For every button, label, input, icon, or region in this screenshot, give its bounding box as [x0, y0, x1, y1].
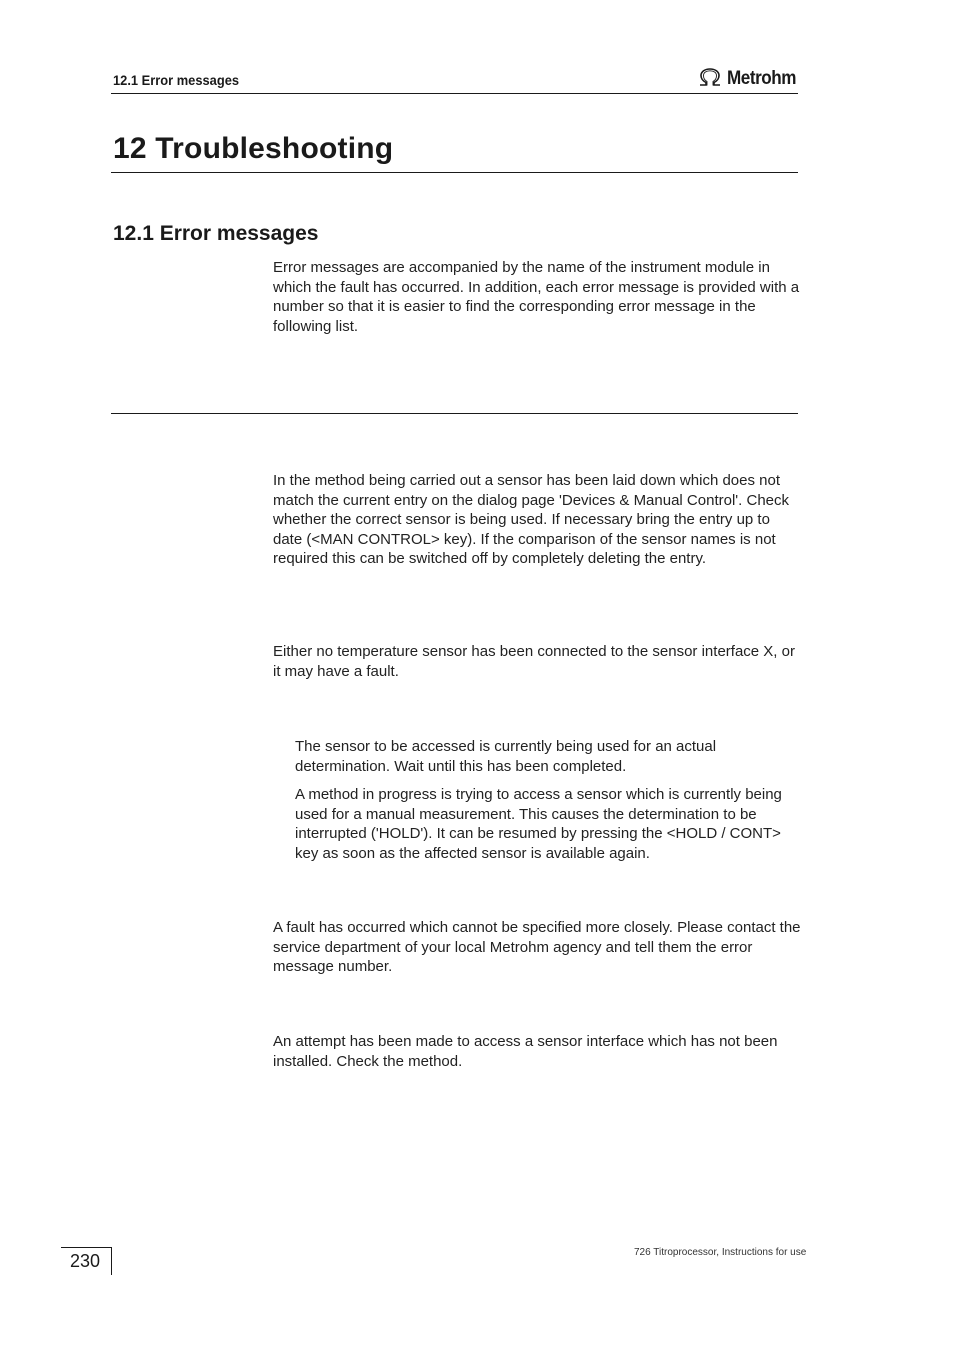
footer-document-title: 726 Titroprocessor, Instructions for use: [634, 1247, 807, 1258]
error-subitem: The sensor to be accessed is currently being used for an actual determination. Wait until this has been completed.: [295, 738, 717, 775]
page-number: 230: [70, 1251, 101, 1271]
section-intro: Error messages are accompanied by the name of the instrument module in which the fault has occurred. In addition, each error message is provided with a number so that it is easier to find the corresponding error message in the following list.: [273, 259, 800, 335]
chapter-rule: [111, 172, 798, 173]
error-description: An attempt has been made to access a sensor interface which has not been installed. Check the method.: [273, 1033, 778, 1070]
logo-wordmark: Metrohm: [727, 68, 797, 89]
error-description: Either no temperature sensor has been connected to the sensor interface X, or it may have a fault.: [273, 643, 795, 680]
chapter-title: 12 Troubleshooting: [113, 132, 394, 165]
error-description: A fault has occurred which cannot be specified more closely. Please contact the service department of your local Metrohm agency and tell them the error message number.: [273, 919, 801, 975]
error-description: In the method being carried out a sensor has been laid down which does not match the current entry on the dialog page 'Devices & Manual Control'. Check whether the correct sensor is being used. If necessary bring the entry up to date (<MAN CONTROL> key). If the comparison of the sensor names is not required this can be switched off by completely deleting the entry.: [273, 472, 789, 567]
metrohm-logo: [697, 68, 804, 90]
omega-icon: [697, 67, 723, 92]
list-divider: [111, 413, 798, 414]
header-rule: [111, 93, 798, 94]
error-subitem: A method in progress is trying to access a sensor which is currently being used for a manual measurement. This causes the determination to be interrupted ('HOLD'). It can be resumed by pressing the <HOLD / CONT> key as soon as the affected sensor is available again.: [295, 786, 782, 862]
running-header-title: 12.1 Error messages: [113, 72, 240, 88]
section-title: 12.1 Error messages: [113, 222, 319, 245]
